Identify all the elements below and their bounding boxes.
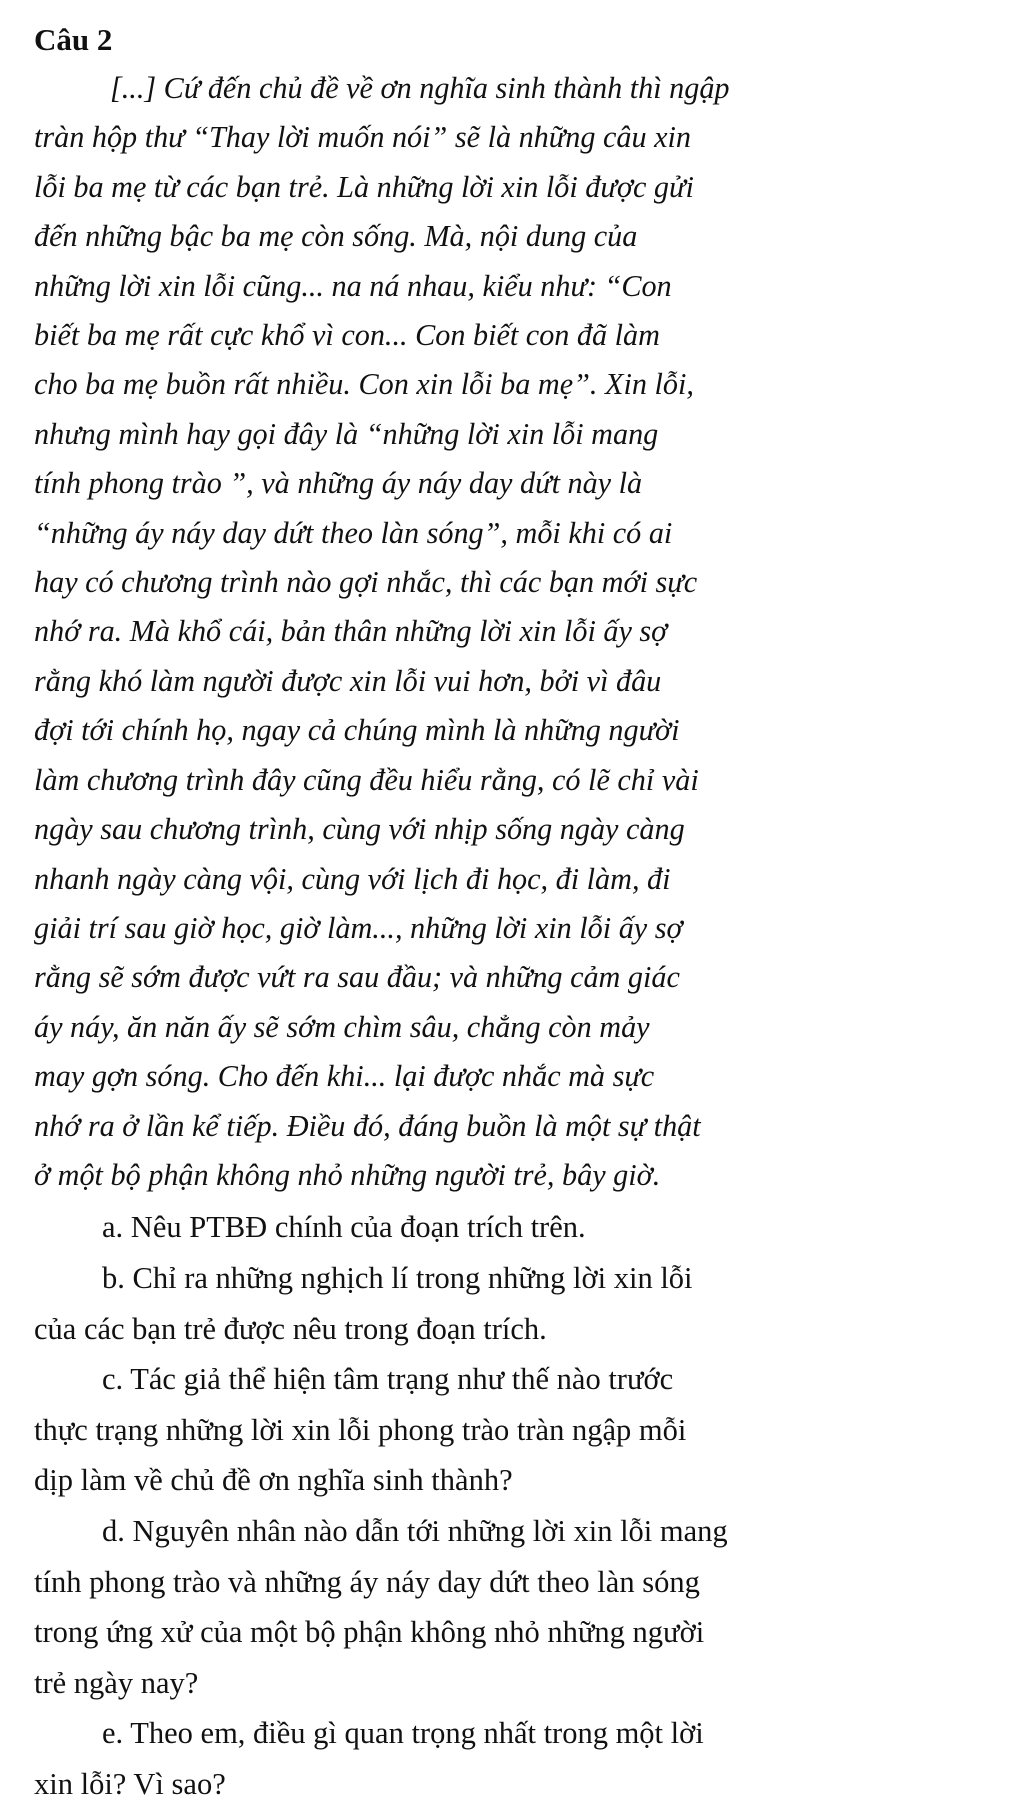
- passage-line: biết ba mẹ rất cực khổ vì con... Con biết con đã làm: [34, 318, 660, 353]
- question-title: Câu 2: [34, 22, 113, 57]
- question-e: [34, 1708, 984, 1809]
- question-list: [34, 1202, 984, 1809]
- question-line: trong ứng xử của một bộ phận không nhỏ những người: [34, 1615, 705, 1650]
- passage-line: may gợn sóng. Cho đến khi... lại được nhắc mà sực: [34, 1059, 655, 1094]
- question-line: d. Nguyên nhân nào dẫn tới những lời xin lỗi mang: [102, 1513, 728, 1548]
- passage-line: lỗi ba mẹ từ các bạn trẻ. Là những lời xin lỗi được gửi: [34, 169, 694, 204]
- passage-line: làm chương trình đây cũng đều hiểu rằng, có lẽ chỉ vài: [34, 762, 699, 797]
- passage-line: nhớ ra. Mà khổ cái, bản thân những lời xin lỗi ấy sợ: [34, 614, 668, 649]
- passage-line: nhớ ra ở lần kể tiếp. Điều đó, đáng buồn là một sự thật: [34, 1108, 701, 1143]
- passage-line: ngày sau chương trình, cùng với nhịp sống ngày càng: [34, 812, 685, 847]
- question-line: của các bạn trẻ được nêu trong đoạn trích.: [34, 1311, 547, 1346]
- question-line: b. Chỉ ra những nghịch lí trong những lời xin lỗi: [102, 1260, 693, 1295]
- question-line: dịp làm về chủ đề ơn nghĩa sinh thành?: [34, 1463, 513, 1498]
- question-b: [34, 1253, 984, 1354]
- passage-line: giải trí sau giờ học, giờ làm..., những lời xin lỗi ấy sợ: [34, 910, 683, 945]
- passage-line: rằng sẽ sớm được vứt ra sau đầu; và những cảm giác: [34, 960, 680, 995]
- passage-line: áy náy, ăn năn ấy sẽ sớm chìm sâu, chẳng còn mảy: [34, 1009, 650, 1044]
- passage-line: [...] Cứ đến chủ đề về ơn nghĩa sinh thành thì ngập: [110, 71, 730, 105]
- question-d: [34, 1506, 984, 1708]
- passage-line: đến những bậc ba mẹ còn sống. Mà, nội dung của: [34, 219, 638, 254]
- passage-line: đợi tới chính họ, ngay cả chúng mình là những người: [34, 713, 680, 748]
- passage-line: nhanh ngày càng vội, cùng với lịch đi học, đi làm, đi: [34, 861, 671, 896]
- passage-line: tràn hộp thư “Thay lời muốn nói” sẽ là những câu xin: [34, 120, 691, 155]
- question-a: [34, 1202, 984, 1253]
- question-line: xin lỗi? Vì sao?: [34, 1766, 226, 1801]
- question-line: trẻ ngày nay?: [34, 1665, 199, 1700]
- question-c: [34, 1354, 984, 1506]
- passage-line: những lời xin lỗi cũng... na ná nhau, kiểu như: “Con: [34, 268, 672, 303]
- passage-line: ở một bộ phận không nhỏ những người trẻ, bây giờ.: [34, 1157, 661, 1192]
- question-line: thực trạng những lời xin lỗi phong trào tràn ngập mỗi: [34, 1412, 687, 1447]
- question-line: e. Theo em, điều gì quan trọng nhất trong một lời: [102, 1716, 704, 1751]
- question-line: a. Nêu PTBĐ chính của đoạn trích trên.: [102, 1210, 586, 1245]
- excerpt-passage: [34, 64, 984, 1200]
- question-line: tính phong trào và những áy náy day dứt theo làn sóng: [34, 1564, 700, 1599]
- passage-line: nhưng mình hay gọi đây là “những lời xin lỗi mang: [34, 416, 659, 451]
- passage-line: tính phong trào ”, và những áy náy day dứt này là: [34, 466, 643, 501]
- passage-line: rằng khó làm người được xin lỗi vui hơn, bởi vì đâu: [34, 663, 662, 698]
- passage-line: hay có chương trình nào gợi nhắc, thì các bạn mới sực: [34, 565, 698, 600]
- passage-line: “những áy náy day dứt theo làn sóng”, mỗi khi có ai: [34, 515, 673, 550]
- question-line: c. Tác giả thể hiện tâm trạng như thế nào trước: [102, 1362, 674, 1397]
- passage-line: cho ba mẹ buồn rất nhiều. Con xin lỗi ba mẹ”. Xin lỗi,: [34, 367, 694, 402]
